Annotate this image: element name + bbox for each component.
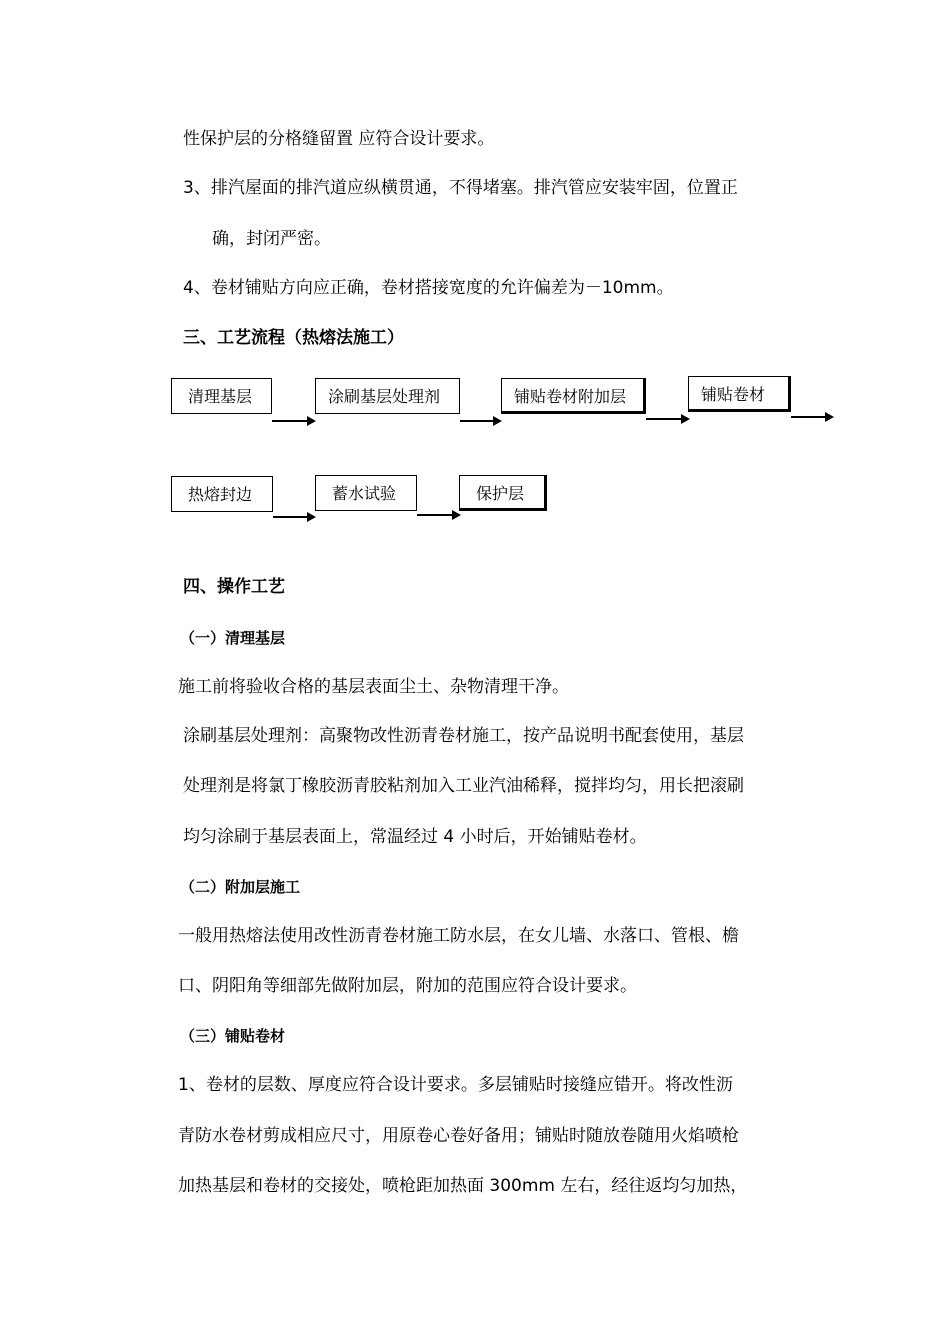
paragraph-line: 3、排汽屋面的排汽道应纵横贯通，不得堵塞。排汽管应安装牢固，位置正: [183, 178, 738, 198]
flow-step-water-test: 蓄水试验: [315, 475, 417, 511]
paragraph-line: 4、卷材铺贴方向应正确，卷材搭接宽度的允许偏差为－10mm。: [183, 278, 674, 298]
flow-step-additional-layer: 铺贴卷材附加层: [501, 378, 646, 414]
flow-arrow: [646, 418, 688, 420]
paragraph-line: 均匀涂刷于基层表面上，常温经过 4 小时后，开始铺贴卷材。: [183, 827, 647, 847]
paragraph-line: 一般用热熔法使用改性沥青卷材施工防水层，在女儿墙、水落口、管根、檐: [178, 926, 739, 946]
flow-arrow: [272, 420, 314, 422]
paragraph-line: 青防水卷材剪成相应尺寸，用原卷心卷好备用；铺贴时随放卷随用火焰喷枪: [178, 1126, 739, 1146]
section-heading: 三、工艺流程（热熔法施工）: [183, 328, 404, 348]
subsection-heading: （三）铺贴卷材: [180, 1027, 286, 1045]
paragraph-line: 确，封闭严密。: [212, 229, 331, 249]
flow-step-protective-layer: 保护层: [459, 475, 547, 511]
flow-step-primer: 涂刷基层处理剂: [315, 378, 460, 414]
flow-arrow: [273, 516, 314, 518]
paragraph-line: 施工前将验收合格的基层表面尘土、杂物清理干净。: [178, 677, 569, 697]
paragraph-line: 性保护层的分格缝留置 应符合设计要求。: [183, 129, 495, 149]
flow-step-clean-base: 清理基层: [171, 378, 272, 414]
flow-step-hot-melt-seal: 热熔封边: [171, 476, 273, 512]
paragraph-line: 加热基层和卷材的交接处，喷枪距加热面 300mm 左右，经往返均匀加热，: [178, 1176, 748, 1196]
paragraph-line: 口、阴阳角等细部先做附加层，附加的范围应符合设计要求。: [178, 976, 637, 996]
section-heading: 四、操作工艺: [183, 577, 285, 597]
paragraph-line: 1、卷材的层数、厚度应符合设计要求。多层铺贴时接缝应错开。将改性沥: [178, 1075, 733, 1095]
paragraph-line: 涂刷基层处理剂：高聚物改性沥青卷材施工，按产品说明书配套使用，基层: [183, 726, 744, 746]
subsection-heading: （一）清理基层: [180, 629, 286, 647]
flow-arrow: [417, 514, 459, 516]
flow-arrow: [791, 416, 832, 418]
subsection-heading: （二）附加层施工: [180, 878, 301, 896]
flow-arrow: [460, 420, 500, 422]
paragraph-line: 处理剂是将氯丁橡胶沥青胶粘剂加入工业汽油稀释，搅拌均匀，用长把滚刷: [183, 776, 744, 796]
flow-step-lay-membrane: 铺贴卷材: [688, 376, 791, 412]
